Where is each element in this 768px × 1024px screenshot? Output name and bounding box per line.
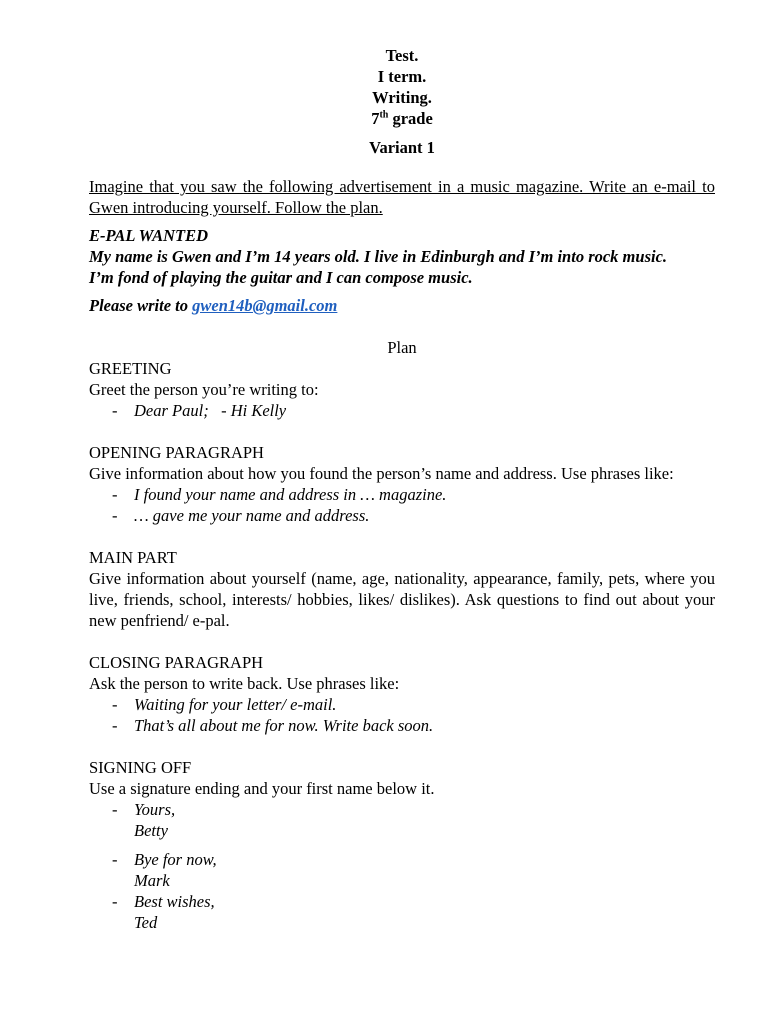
main-heading: MAIN PART — [89, 548, 177, 567]
opening-heading: OPENING PARAGRAPH — [89, 443, 264, 462]
spacer — [89, 526, 715, 547]
list-item: - Best wishes, Ted — [112, 892, 215, 932]
write-to-prefix: Please write to — [89, 296, 188, 315]
section-opening — [89, 442, 715, 526]
ad-body-line1: My name is Gwen and I’m 14 years old. I live in Edinburgh and I’m into rock music. — [89, 247, 668, 266]
section-greeting — [89, 358, 715, 421]
greeting-heading: GREETING — [89, 359, 172, 378]
variant-title: Variant 1 — [369, 138, 435, 157]
list-item: - That’s all about me for now. Write back soon. — [112, 716, 434, 735]
list-item: - Waiting for your letter/ e-mail. — [112, 695, 337, 714]
closing-heading: CLOSING PARAGRAPH — [89, 653, 264, 672]
ad-body-line2: I’m fond of playing the guitar and I can compose music. — [89, 268, 473, 287]
closing-text: Ask the person to write back. Use phrases like: — [89, 674, 400, 693]
spacer — [89, 736, 715, 757]
document-page — [89, 45, 715, 933]
dash-marker: - — [112, 850, 118, 869]
list-item: - … gave me your name and address. — [112, 506, 370, 525]
list-item: - Bye for now, Mark — [112, 850, 217, 890]
greeting-text: Greet the person you’re writing to: — [89, 380, 319, 399]
signing-heading: SIGNING OFF — [89, 758, 192, 777]
list-item: - Yours, Betty — [112, 800, 176, 840]
dash-marker: - — [112, 716, 118, 735]
spacer — [89, 421, 715, 442]
opening-text: Give information about how you found the person’s name and address. Use phrases like: — [89, 464, 674, 483]
task-instructions: Imagine that you saw the following advertisement in a music magazine. Write an e-mail to Gwen introducing yourself. Follow the plan. — [89, 177, 715, 217]
main-text: Give information about yourself (name, age, nationality, appearance, family, pets, where you live, friends, school, interests/ hobbies, likes/ dislikes). Ask questions to find out about your new penfriend/ e-pal. — [89, 569, 715, 630]
list-item: - Dear Paul; - Hi Kelly — [112, 401, 287, 420]
header-writing: Writing. — [372, 88, 432, 107]
header-title: Test. — [385, 46, 419, 65]
email-link[interactable]: gwen14b@gmail.com — [192, 296, 338, 315]
dash-marker: - — [112, 892, 118, 911]
section-main — [89, 547, 715, 631]
ad-write-to — [89, 295, 715, 316]
header-term: I term. — [377, 67, 427, 86]
signing-list — [89, 799, 715, 933]
ad-title: E-PAL WANTED — [89, 226, 209, 245]
advertisement — [89, 225, 715, 288]
dash-marker: - — [112, 695, 118, 714]
signing-text: Use a signature ending and your first name below it. — [89, 779, 435, 798]
opening-list — [89, 484, 715, 526]
plan-title: Plan — [387, 338, 417, 357]
greeting-list — [89, 400, 715, 421]
dash-marker: - — [112, 401, 118, 420]
dash-marker: - — [112, 800, 118, 819]
dash-marker: - — [112, 506, 118, 525]
section-signing — [89, 757, 715, 933]
dash-marker: - — [112, 485, 118, 504]
test-header — [89, 45, 715, 129]
spacer — [89, 631, 715, 652]
list-item: - I found your name and address in … magazine. — [112, 485, 447, 504]
closing-list — [89, 694, 715, 736]
header-grade: 7th grade — [371, 109, 433, 128]
section-closing — [89, 652, 715, 736]
